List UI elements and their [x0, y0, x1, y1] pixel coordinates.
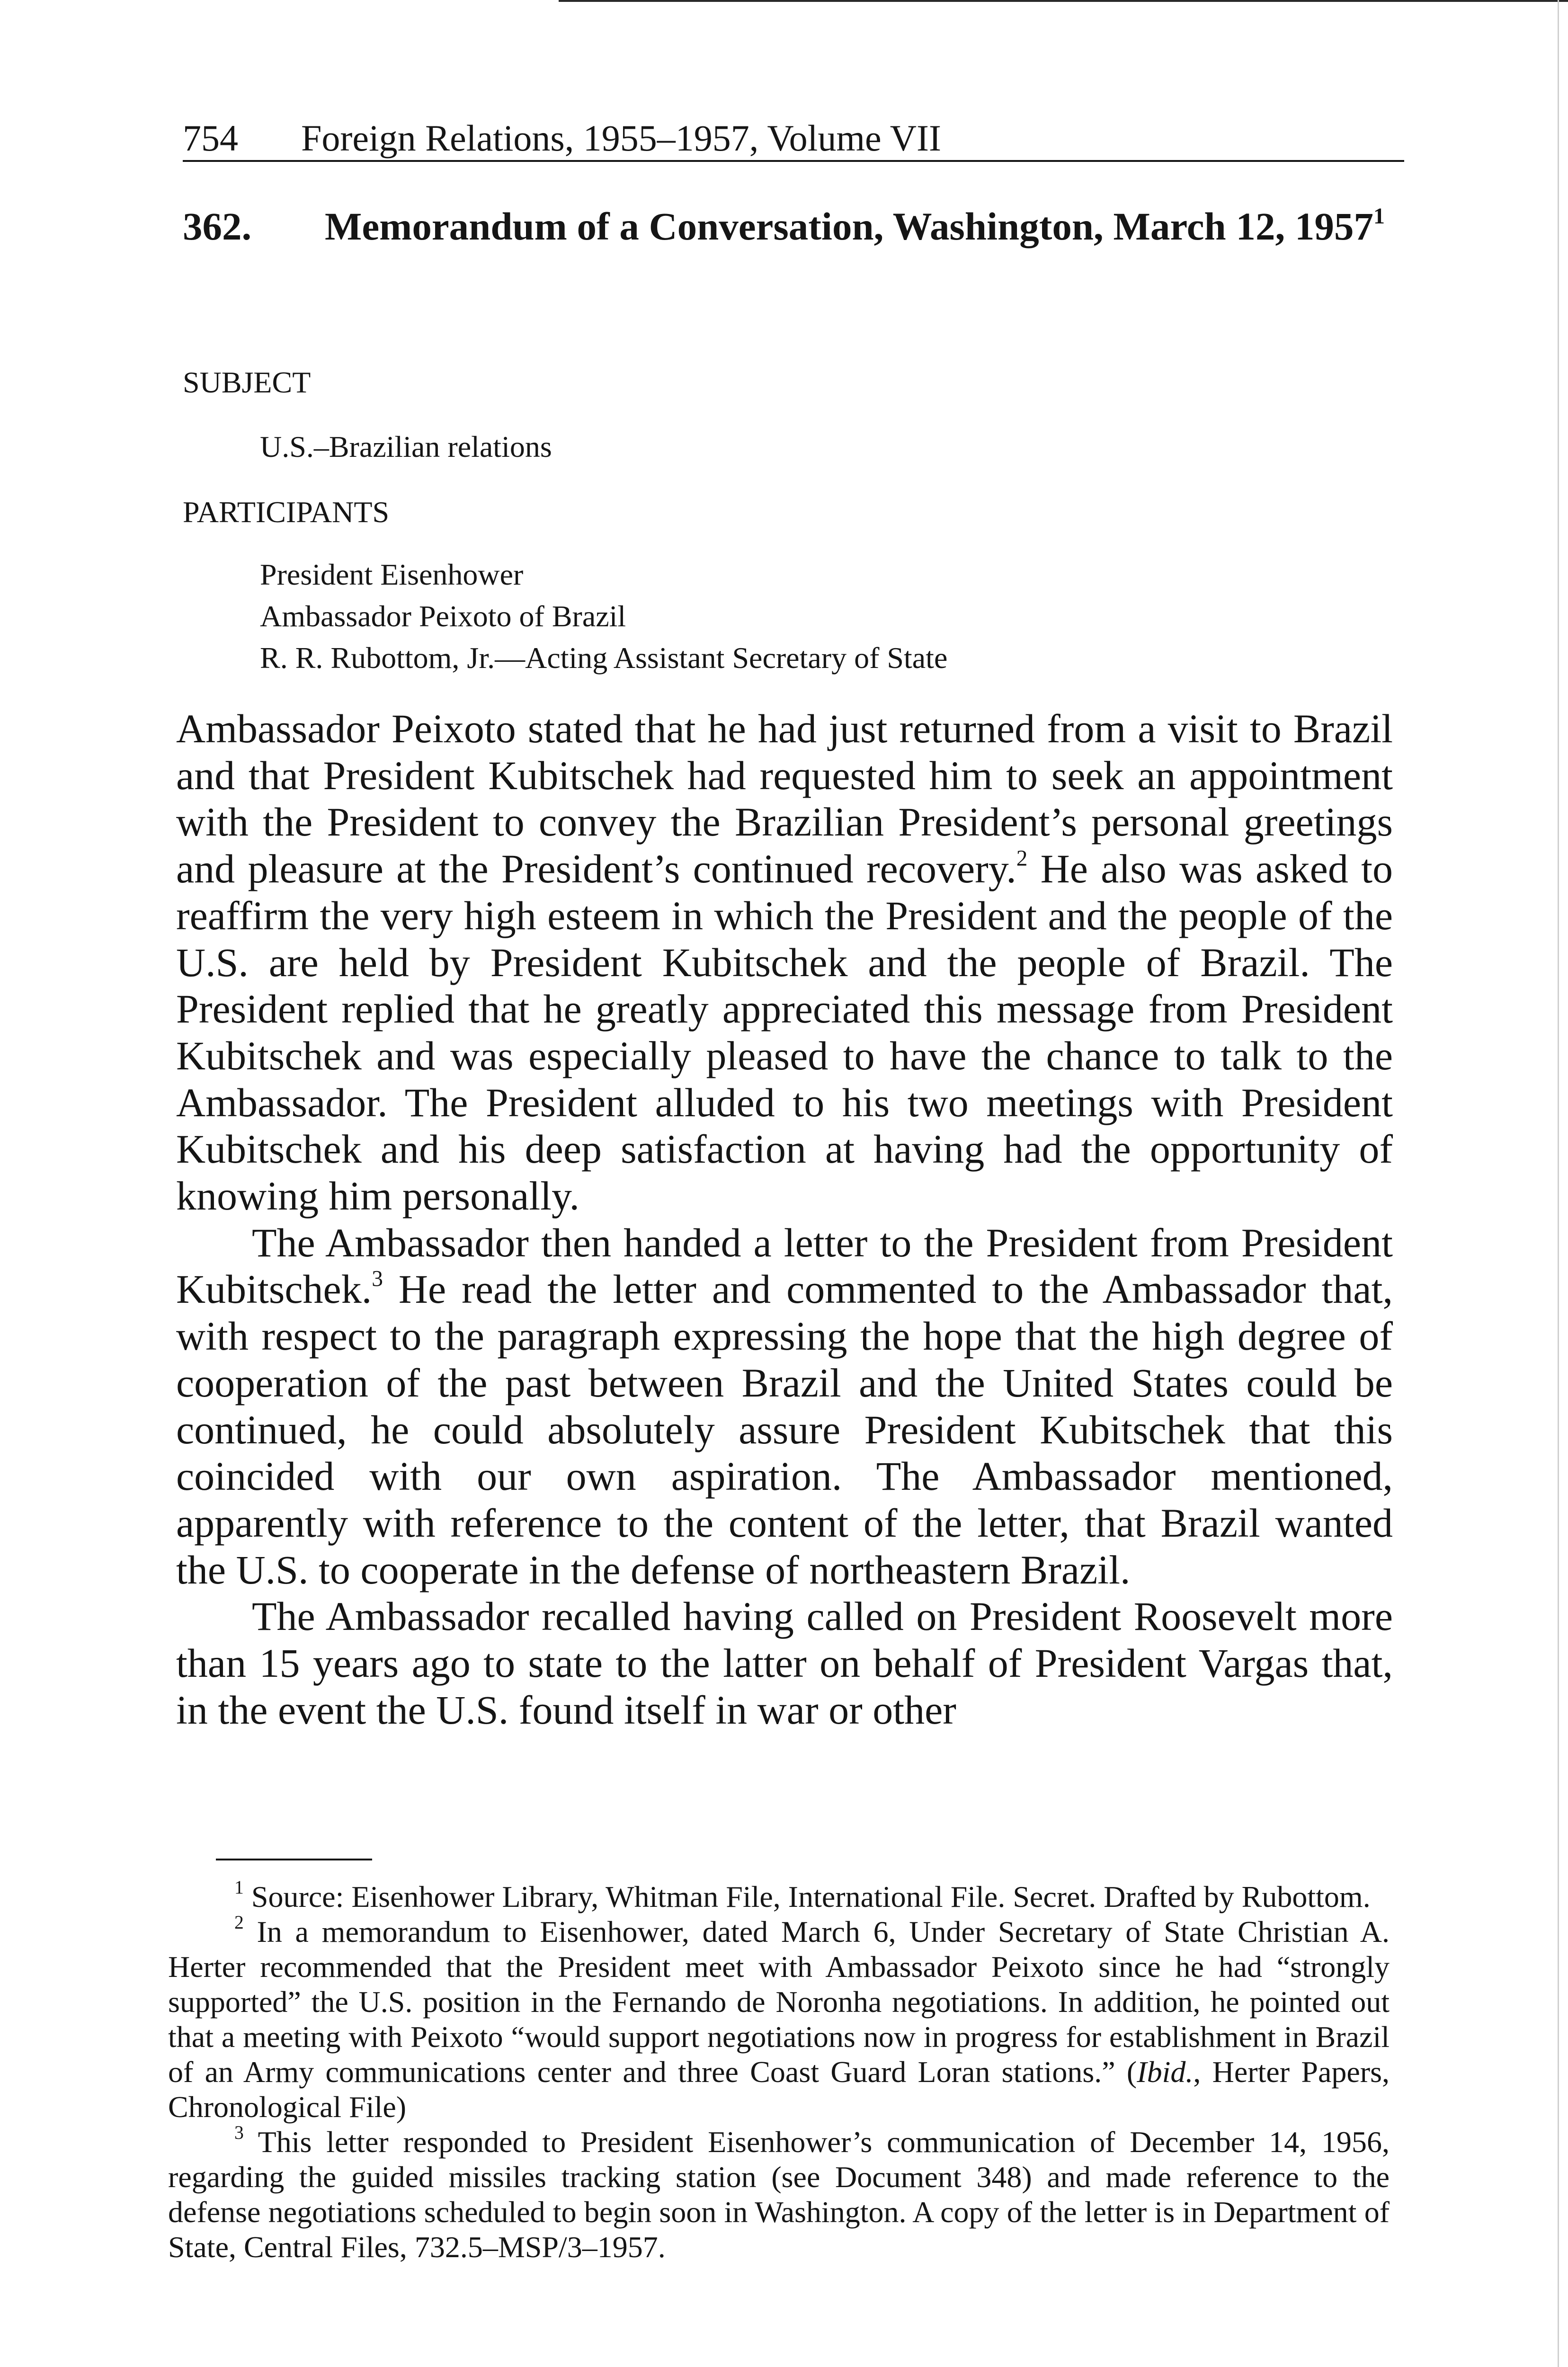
- paragraph-3: The Ambassador recalled having called on President Roosevelt more than 15 years ago to state to the latter on behalf of President Vargas that, in the event the U.S. found itself in war or other: [176, 1593, 1393, 1733]
- footnote-1: [168, 1879, 1390, 1914]
- footnote-2: [168, 1914, 1390, 2125]
- page-edge-shadow: [1558, 0, 1559, 2367]
- participant-item: President Eisenhower: [260, 558, 524, 591]
- paragraph-2: [176, 1219, 1393, 1593]
- footnote-mark: 1: [234, 1877, 244, 1898]
- footnote-ref-1: 1: [1373, 204, 1385, 229]
- footnote-divider: [216, 1859, 372, 1860]
- footnotes: [168, 1879, 1390, 2265]
- participants-list: [260, 554, 947, 679]
- document-heading: [183, 202, 1404, 251]
- subject-label: SUBJECT: [183, 365, 311, 399]
- series-title: Foreign Relations, 1955–1957, Volume VII: [301, 117, 941, 159]
- subject-text: [260, 426, 552, 468]
- participant-item: R. R. Rubottom, Jr.—Acting Assistant Secretary of State: [260, 641, 948, 675]
- paragraph-2-text-b: He read the letter and commented to the Ambassador that, with respect to the paragraph expressing the hope that the high degree of cooperation of the past between Brazil and the United States could be continued, he could absolutely assure President Kubitschek that this coincided with our own aspiration. The Ambassador mentioned, apparently with reference to the content of the letter, that Brazil wanted the U.S. to cooperate in the defense of northeastern Brazil.: [176, 1266, 1393, 1593]
- footnote-mark: 2: [234, 1912, 244, 1933]
- document-title: [325, 202, 1404, 251]
- footnote-ref-2: 2: [1016, 846, 1028, 871]
- footnote-text: Source: Eisenhower Library, Whitman File, International File. Secret. Drafted by Rubottom.: [251, 1880, 1371, 1913]
- memorandum-body: [176, 705, 1393, 1733]
- document-number: 362.: [183, 205, 252, 248]
- participant-item: Ambassador Peixoto of Brazil: [260, 599, 626, 633]
- paragraph-1: [176, 705, 1393, 1219]
- footnote-mark: 3: [234, 2122, 244, 2144]
- footnote-text: This letter responded to President Eisenhower’s communication of December 14, 1956, regarding the guided missiles tracking station (see Document 348) and made reference to the defense negotiations scheduled to begin soon in Washington. A copy of the letter is in Department of State, Central Files, 732.5–MSP/3–1957.: [168, 2125, 1390, 2264]
- subject-line: U.S.–Brazilian relations: [260, 430, 552, 463]
- paragraph-2-text-a: The Ambassador then handed a letter to the President from President Kubitschek.: [176, 1219, 1393, 1312]
- top-edge-rule: [559, 0, 1568, 2]
- paragraph-1-text-b: He also was asked to reaffirm the very high esteem in which the President and the people of the U.S. are held by President Kubitschek and the people of Brazil. The President replied that he greatly appreciated this message from President Kubitschek and was especially pleased to have the chance to talk to the Ambassador. The President alluded to his two meetings with President Kubitschek and his deep satisfaction at having had the opportunity of knowing him personally.: [176, 846, 1393, 1219]
- paragraph-1-text-a: Ambassador Peixoto stated that he had just returned from a visit to Brazil and that President Kubitschek had requested him to seek an appointment with the President to convey the Brazilian President’s personal greetings and pleasure at the President’s continued recovery.: [176, 706, 1393, 892]
- running-head: [183, 116, 1404, 162]
- footnote-text-tail: , Herter Papers, Chronological File): [168, 2055, 1390, 2124]
- footnote-ref-3: 3: [372, 1266, 383, 1291]
- participants-label: PARTICIPANTS: [183, 495, 390, 529]
- document-title-text: Memorandum of a Conversation, Washington, March 12, 1957: [325, 205, 1373, 248]
- footnote-italic-ibid: Ibid.: [1137, 2055, 1194, 2089]
- footnote-3: [168, 2122, 1390, 2265]
- page-number: 754: [183, 117, 238, 159]
- footnote-text: In a memorandum to Eisenhower, dated March 6, Under Secretary of State Christian A. Herter recommended that the President meet with Ambassador Peixoto since he had “strongly supported” the U.S. position in the Fernando de Noronha negotiations. In addition, he pointed out that a meeting with Peixoto “would support negotiations now in progress for establishment in Brazil of an Army communications center and three Coast Guard Loran stations.” (: [168, 1915, 1390, 2089]
